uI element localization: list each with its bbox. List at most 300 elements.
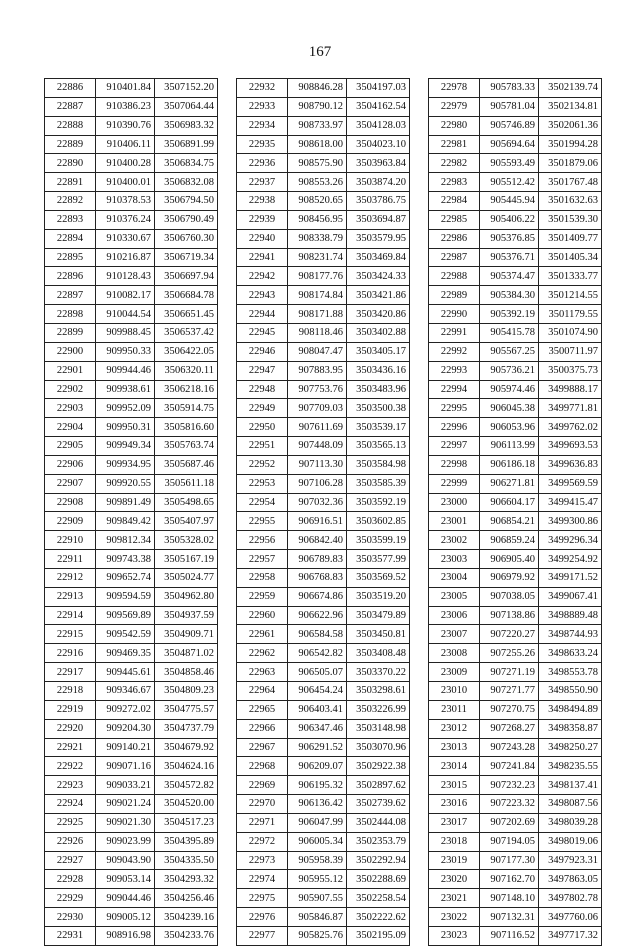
y-coordinate-cell: 3504197.03 xyxy=(347,79,410,98)
table-row xyxy=(429,719,602,738)
point-id-cell: 22971 xyxy=(237,813,288,832)
y-coordinate-cell: 3504517.23 xyxy=(155,813,218,832)
point-id-cell: 22988 xyxy=(429,267,480,286)
x-coordinate-cell: 908846.28 xyxy=(288,79,347,98)
y-coordinate-cell: 3502195.09 xyxy=(347,926,410,945)
table-row xyxy=(429,399,602,418)
y-coordinate-cell: 3503786.75 xyxy=(347,192,410,211)
point-id-cell: 23005 xyxy=(429,587,480,606)
point-id-cell: 22927 xyxy=(45,851,96,870)
y-coordinate-cell: 3503874.20 xyxy=(347,173,410,192)
x-coordinate-cell: 905746.89 xyxy=(480,116,539,135)
point-id-cell: 23023 xyxy=(429,926,480,945)
y-coordinate-cell: 3498494.89 xyxy=(539,700,602,719)
point-id-cell: 22922 xyxy=(45,757,96,776)
x-coordinate-cell: 908553.26 xyxy=(288,173,347,192)
y-coordinate-cell: 3503402.88 xyxy=(347,323,410,342)
table-row xyxy=(237,568,410,587)
point-id-cell: 22989 xyxy=(429,286,480,305)
point-id-cell: 22892 xyxy=(45,192,96,211)
table-row xyxy=(237,437,410,456)
x-coordinate-cell: 905593.49 xyxy=(480,154,539,173)
point-id-cell: 22953 xyxy=(237,474,288,493)
point-id-cell: 22901 xyxy=(45,361,96,380)
point-id-cell: 22921 xyxy=(45,738,96,757)
point-id-cell: 23004 xyxy=(429,568,480,587)
point-id-cell: 22990 xyxy=(429,305,480,324)
y-coordinate-cell: 3502739.62 xyxy=(347,795,410,814)
point-id-cell: 22992 xyxy=(429,342,480,361)
table-row xyxy=(45,399,218,418)
table-row xyxy=(237,455,410,474)
point-id-cell: 23011 xyxy=(429,700,480,719)
x-coordinate-cell: 909988.45 xyxy=(96,323,155,342)
x-coordinate-cell: 909023.99 xyxy=(96,832,155,851)
x-coordinate-cell: 905445.94 xyxy=(480,192,539,211)
x-coordinate-cell: 908456.95 xyxy=(288,210,347,229)
y-coordinate-cell: 3497923.31 xyxy=(539,851,602,870)
point-id-cell: 22943 xyxy=(237,286,288,305)
point-id-cell: 22979 xyxy=(429,97,480,116)
y-coordinate-cell: 3507152.20 xyxy=(155,79,218,98)
table-row xyxy=(429,682,602,701)
y-coordinate-cell: 3504233.76 xyxy=(155,926,218,945)
table-row xyxy=(45,795,218,814)
table-row xyxy=(429,286,602,305)
x-coordinate-cell: 907255.26 xyxy=(480,644,539,663)
table-row xyxy=(429,795,602,814)
y-coordinate-cell: 3505167.19 xyxy=(155,550,218,569)
point-id-cell: 22952 xyxy=(237,455,288,474)
x-coordinate-cell: 908171.88 xyxy=(288,305,347,324)
table-row xyxy=(237,908,410,927)
point-id-cell: 22902 xyxy=(45,380,96,399)
y-coordinate-cell: 3502061.36 xyxy=(539,116,602,135)
table-row xyxy=(429,418,602,437)
x-coordinate-cell: 907270.75 xyxy=(480,700,539,719)
table-row xyxy=(45,851,218,870)
point-id-cell: 22987 xyxy=(429,248,480,267)
y-coordinate-cell: 3502288.69 xyxy=(347,870,410,889)
x-coordinate-cell: 906768.83 xyxy=(288,568,347,587)
table-row xyxy=(429,154,602,173)
table-row xyxy=(429,757,602,776)
table-row xyxy=(45,380,218,399)
y-coordinate-cell: 3503469.84 xyxy=(347,248,410,267)
point-id-cell: 22924 xyxy=(45,795,96,814)
table-row xyxy=(45,267,218,286)
x-coordinate-cell: 909204.30 xyxy=(96,719,155,738)
x-coordinate-cell: 909934.95 xyxy=(96,455,155,474)
x-coordinate-cell: 905907.55 xyxy=(288,889,347,908)
x-coordinate-cell: 907223.32 xyxy=(480,795,539,814)
y-coordinate-cell: 3503421.86 xyxy=(347,286,410,305)
x-coordinate-cell: 908047.47 xyxy=(288,342,347,361)
x-coordinate-cell: 906505.07 xyxy=(288,663,347,682)
table-row xyxy=(237,776,410,795)
table-row xyxy=(429,776,602,795)
x-coordinate-cell: 909569.89 xyxy=(96,606,155,625)
point-id-cell: 22997 xyxy=(429,437,480,456)
y-coordinate-cell: 3502922.38 xyxy=(347,757,410,776)
point-id-cell: 22918 xyxy=(45,682,96,701)
point-id-cell: 22985 xyxy=(429,210,480,229)
x-coordinate-cell: 905781.04 xyxy=(480,97,539,116)
point-id-cell: 22898 xyxy=(45,305,96,324)
point-id-cell: 22966 xyxy=(237,719,288,738)
y-coordinate-cell: 3498019.06 xyxy=(539,832,602,851)
y-coordinate-cell: 3503405.17 xyxy=(347,342,410,361)
point-id-cell: 22900 xyxy=(45,342,96,361)
x-coordinate-cell: 905415.78 xyxy=(480,323,539,342)
table-row xyxy=(45,682,218,701)
table-row xyxy=(429,437,602,456)
y-coordinate-cell: 3506760.30 xyxy=(155,229,218,248)
y-coordinate-cell: 3498358.87 xyxy=(539,719,602,738)
x-coordinate-cell: 905406.22 xyxy=(480,210,539,229)
x-coordinate-cell: 907611.69 xyxy=(288,418,347,437)
point-id-cell: 23013 xyxy=(429,738,480,757)
point-id-cell: 22945 xyxy=(237,323,288,342)
y-coordinate-cell: 3505611.18 xyxy=(155,474,218,493)
y-coordinate-cell: 3504395.89 xyxy=(155,832,218,851)
x-coordinate-cell: 905694.64 xyxy=(480,135,539,154)
y-coordinate-cell: 3501405.34 xyxy=(539,248,602,267)
y-coordinate-cell: 3498087.56 xyxy=(539,795,602,814)
y-coordinate-cell: 3503584.98 xyxy=(347,455,410,474)
table-row xyxy=(45,437,218,456)
point-id-cell: 22940 xyxy=(237,229,288,248)
y-coordinate-cell: 3505407.97 xyxy=(155,512,218,531)
y-coordinate-cell: 3505328.02 xyxy=(155,531,218,550)
y-coordinate-cell: 3499888.17 xyxy=(539,380,602,399)
y-coordinate-cell: 3502897.62 xyxy=(347,776,410,795)
table-row xyxy=(237,323,410,342)
x-coordinate-cell: 906842.40 xyxy=(288,531,347,550)
table-row xyxy=(45,757,218,776)
table-row xyxy=(237,870,410,889)
y-coordinate-cell: 3506983.32 xyxy=(155,116,218,135)
point-id-cell: 22986 xyxy=(429,229,480,248)
x-coordinate-cell: 910330.67 xyxy=(96,229,155,248)
y-coordinate-cell: 3498744.93 xyxy=(539,625,602,644)
table-row xyxy=(45,286,218,305)
point-id-cell: 22973 xyxy=(237,851,288,870)
x-coordinate-cell: 909272.02 xyxy=(96,700,155,719)
y-coordinate-cell: 3503450.81 xyxy=(347,625,410,644)
y-coordinate-cell: 3503370.22 xyxy=(347,663,410,682)
y-coordinate-cell: 3504937.59 xyxy=(155,606,218,625)
point-id-cell: 22980 xyxy=(429,116,480,135)
table-row xyxy=(237,663,410,682)
y-coordinate-cell: 3504256.46 xyxy=(155,889,218,908)
table-row xyxy=(45,248,218,267)
x-coordinate-cell: 906113.99 xyxy=(480,437,539,456)
table-row xyxy=(237,399,410,418)
x-coordinate-cell: 909950.33 xyxy=(96,342,155,361)
y-coordinate-cell: 3504239.16 xyxy=(155,908,218,927)
point-id-cell: 22925 xyxy=(45,813,96,832)
page-number: 167 xyxy=(308,44,332,60)
table-row xyxy=(429,531,602,550)
point-id-cell: 22961 xyxy=(237,625,288,644)
x-coordinate-cell: 909949.34 xyxy=(96,437,155,456)
point-id-cell: 22886 xyxy=(45,79,96,98)
point-id-cell: 23008 xyxy=(429,644,480,663)
point-id-cell: 22981 xyxy=(429,135,480,154)
x-coordinate-cell: 910216.87 xyxy=(96,248,155,267)
y-coordinate-cell: 3498137.41 xyxy=(539,776,602,795)
table-row xyxy=(429,832,602,851)
point-id-cell: 23010 xyxy=(429,682,480,701)
point-id-cell: 23018 xyxy=(429,832,480,851)
table-row xyxy=(45,606,218,625)
point-id-cell: 22999 xyxy=(429,474,480,493)
table-row xyxy=(429,229,602,248)
table-row xyxy=(45,738,218,757)
y-coordinate-cell: 3501333.77 xyxy=(539,267,602,286)
y-coordinate-cell: 3506834.75 xyxy=(155,154,218,173)
point-id-cell: 22906 xyxy=(45,455,96,474)
x-coordinate-cell: 907194.05 xyxy=(480,832,539,851)
y-coordinate-cell: 3506320.11 xyxy=(155,361,218,380)
y-coordinate-cell: 3503694.87 xyxy=(347,210,410,229)
point-id-cell: 23007 xyxy=(429,625,480,644)
point-id-cell: 22995 xyxy=(429,399,480,418)
x-coordinate-cell: 906136.42 xyxy=(288,795,347,814)
point-id-cell: 22930 xyxy=(45,908,96,927)
y-coordinate-cell: 3503579.95 xyxy=(347,229,410,248)
coordinate-table-2 xyxy=(236,78,410,946)
table-row xyxy=(237,342,410,361)
y-coordinate-cell: 3503963.84 xyxy=(347,154,410,173)
y-coordinate-cell: 3506537.42 xyxy=(155,323,218,342)
point-id-cell: 22968 xyxy=(237,757,288,776)
y-coordinate-cell: 3503519.20 xyxy=(347,587,410,606)
table-row xyxy=(45,512,218,531)
point-id-cell: 22888 xyxy=(45,116,96,135)
point-id-cell: 22983 xyxy=(429,173,480,192)
y-coordinate-cell: 3499569.59 xyxy=(539,474,602,493)
point-id-cell: 22974 xyxy=(237,870,288,889)
table-row xyxy=(237,682,410,701)
point-id-cell: 22977 xyxy=(237,926,288,945)
x-coordinate-cell: 909542.59 xyxy=(96,625,155,644)
table-row xyxy=(237,644,410,663)
point-id-cell: 23021 xyxy=(429,889,480,908)
point-id-cell: 22978 xyxy=(429,79,480,98)
x-coordinate-cell: 907113.30 xyxy=(288,455,347,474)
y-coordinate-cell: 3504871.02 xyxy=(155,644,218,663)
y-coordinate-cell: 3503599.19 xyxy=(347,531,410,550)
point-id-cell: 22972 xyxy=(237,832,288,851)
table-row xyxy=(45,210,218,229)
table-row xyxy=(45,550,218,569)
x-coordinate-cell: 908520.65 xyxy=(288,192,347,211)
x-coordinate-cell: 906291.52 xyxy=(288,738,347,757)
x-coordinate-cell: 910128.43 xyxy=(96,267,155,286)
point-id-cell: 22946 xyxy=(237,342,288,361)
x-coordinate-cell: 908575.90 xyxy=(288,154,347,173)
table-row xyxy=(429,568,602,587)
y-coordinate-cell: 3504128.03 xyxy=(347,116,410,135)
point-id-cell: 22914 xyxy=(45,606,96,625)
y-coordinate-cell: 3504162.54 xyxy=(347,97,410,116)
x-coordinate-cell: 908618.00 xyxy=(288,135,347,154)
point-id-cell: 23019 xyxy=(429,851,480,870)
x-coordinate-cell: 910082.17 xyxy=(96,286,155,305)
y-coordinate-cell: 3499067.41 xyxy=(539,587,602,606)
x-coordinate-cell: 907106.28 xyxy=(288,474,347,493)
x-coordinate-cell: 909652.74 xyxy=(96,568,155,587)
x-coordinate-cell: 909891.49 xyxy=(96,493,155,512)
y-coordinate-cell: 3507064.44 xyxy=(155,97,218,116)
x-coordinate-cell: 905955.12 xyxy=(288,870,347,889)
y-coordinate-cell: 3502258.54 xyxy=(347,889,410,908)
table-row xyxy=(45,531,218,550)
point-id-cell: 22913 xyxy=(45,587,96,606)
x-coordinate-cell: 910386.23 xyxy=(96,97,155,116)
y-coordinate-cell: 3497802.78 xyxy=(539,889,602,908)
point-id-cell: 22982 xyxy=(429,154,480,173)
y-coordinate-cell: 3503436.16 xyxy=(347,361,410,380)
y-coordinate-cell: 3506832.08 xyxy=(155,173,218,192)
x-coordinate-cell: 907709.03 xyxy=(288,399,347,418)
y-coordinate-cell: 3506697.94 xyxy=(155,267,218,286)
y-coordinate-cell: 3499171.52 xyxy=(539,568,602,587)
x-coordinate-cell: 906045.38 xyxy=(480,399,539,418)
y-coordinate-cell: 3502134.81 xyxy=(539,97,602,116)
y-coordinate-cell: 3503424.33 xyxy=(347,267,410,286)
point-id-cell: 23017 xyxy=(429,813,480,832)
x-coordinate-cell: 905958.39 xyxy=(288,851,347,870)
y-coordinate-cell: 3503565.13 xyxy=(347,437,410,456)
x-coordinate-cell: 906854.21 xyxy=(480,512,539,531)
table-row xyxy=(429,851,602,870)
table-row xyxy=(237,813,410,832)
x-coordinate-cell: 909021.30 xyxy=(96,813,155,832)
point-id-cell: 22950 xyxy=(237,418,288,437)
table-row xyxy=(237,795,410,814)
y-coordinate-cell: 3503479.89 xyxy=(347,606,410,625)
y-coordinate-cell: 3500711.97 xyxy=(539,342,602,361)
table-row xyxy=(429,305,602,324)
point-id-cell: 23006 xyxy=(429,606,480,625)
x-coordinate-cell: 906047.99 xyxy=(288,813,347,832)
x-coordinate-cell: 906789.83 xyxy=(288,550,347,569)
x-coordinate-cell: 907138.86 xyxy=(480,606,539,625)
point-id-cell: 22907 xyxy=(45,474,96,493)
x-coordinate-cell: 905384.30 xyxy=(480,286,539,305)
table-row xyxy=(237,851,410,870)
table-row xyxy=(45,418,218,437)
x-coordinate-cell: 909920.55 xyxy=(96,474,155,493)
point-id-cell: 22970 xyxy=(237,795,288,814)
y-coordinate-cell: 3504858.46 xyxy=(155,663,218,682)
point-id-cell: 22915 xyxy=(45,625,96,644)
point-id-cell: 22969 xyxy=(237,776,288,795)
point-id-cell: 22899 xyxy=(45,323,96,342)
x-coordinate-cell: 906005.34 xyxy=(288,832,347,851)
table-row xyxy=(429,97,602,116)
y-coordinate-cell: 3500375.73 xyxy=(539,361,602,380)
table-row xyxy=(237,550,410,569)
x-coordinate-cell: 906209.07 xyxy=(288,757,347,776)
table-row xyxy=(237,286,410,305)
table-row xyxy=(45,192,218,211)
x-coordinate-cell: 905736.21 xyxy=(480,361,539,380)
x-coordinate-cell: 906195.32 xyxy=(288,776,347,795)
point-id-cell: 23003 xyxy=(429,550,480,569)
table-row xyxy=(45,173,218,192)
x-coordinate-cell: 906053.96 xyxy=(480,418,539,437)
y-coordinate-cell: 3503577.99 xyxy=(347,550,410,569)
point-id-cell: 23020 xyxy=(429,870,480,889)
table-row xyxy=(429,908,602,927)
table-row xyxy=(237,418,410,437)
x-coordinate-cell: 907177.30 xyxy=(480,851,539,870)
x-coordinate-cell: 909033.21 xyxy=(96,776,155,795)
y-coordinate-cell: 3503070.96 xyxy=(347,738,410,757)
y-coordinate-cell: 3503602.85 xyxy=(347,512,410,531)
y-coordinate-cell: 3503148.98 xyxy=(347,719,410,738)
y-coordinate-cell: 3505498.65 xyxy=(155,493,218,512)
table-row xyxy=(429,342,602,361)
x-coordinate-cell: 906604.17 xyxy=(480,493,539,512)
x-coordinate-cell: 907271.77 xyxy=(480,682,539,701)
point-id-cell: 22965 xyxy=(237,700,288,719)
x-coordinate-cell: 909469.35 xyxy=(96,644,155,663)
point-id-cell: 22928 xyxy=(45,870,96,889)
coordinate-table-3 xyxy=(428,78,602,946)
table-row xyxy=(237,832,410,851)
y-coordinate-cell: 3499636.83 xyxy=(539,455,602,474)
table-row xyxy=(237,512,410,531)
x-coordinate-cell: 907116.52 xyxy=(480,926,539,945)
point-id-cell: 22942 xyxy=(237,267,288,286)
y-coordinate-cell: 3502139.74 xyxy=(539,79,602,98)
table-row xyxy=(429,135,602,154)
y-coordinate-cell: 3505024.77 xyxy=(155,568,218,587)
table-row xyxy=(237,229,410,248)
y-coordinate-cell: 3506794.50 xyxy=(155,192,218,211)
table-row xyxy=(429,512,602,531)
y-coordinate-cell: 3505816.60 xyxy=(155,418,218,437)
table-row xyxy=(429,663,602,682)
y-coordinate-cell: 3506422.05 xyxy=(155,342,218,361)
y-coordinate-cell: 3503500.38 xyxy=(347,399,410,418)
y-coordinate-cell: 3502222.62 xyxy=(347,908,410,927)
table-row xyxy=(45,361,218,380)
y-coordinate-cell: 3504335.50 xyxy=(155,851,218,870)
x-coordinate-cell: 910390.76 xyxy=(96,116,155,135)
table-row xyxy=(237,719,410,738)
point-id-cell: 22941 xyxy=(237,248,288,267)
y-coordinate-cell: 3501539.30 xyxy=(539,210,602,229)
y-coordinate-cell: 3506719.34 xyxy=(155,248,218,267)
point-id-cell: 22956 xyxy=(237,531,288,550)
table-row xyxy=(45,323,218,342)
y-coordinate-cell: 3499771.81 xyxy=(539,399,602,418)
x-coordinate-cell: 910400.01 xyxy=(96,173,155,192)
y-coordinate-cell: 3506790.49 xyxy=(155,210,218,229)
x-coordinate-cell: 905783.33 xyxy=(480,79,539,98)
table-row xyxy=(237,173,410,192)
y-coordinate-cell: 3498633.24 xyxy=(539,644,602,663)
x-coordinate-cell: 905376.71 xyxy=(480,248,539,267)
point-id-cell: 22926 xyxy=(45,832,96,851)
x-coordinate-cell: 906186.18 xyxy=(480,455,539,474)
